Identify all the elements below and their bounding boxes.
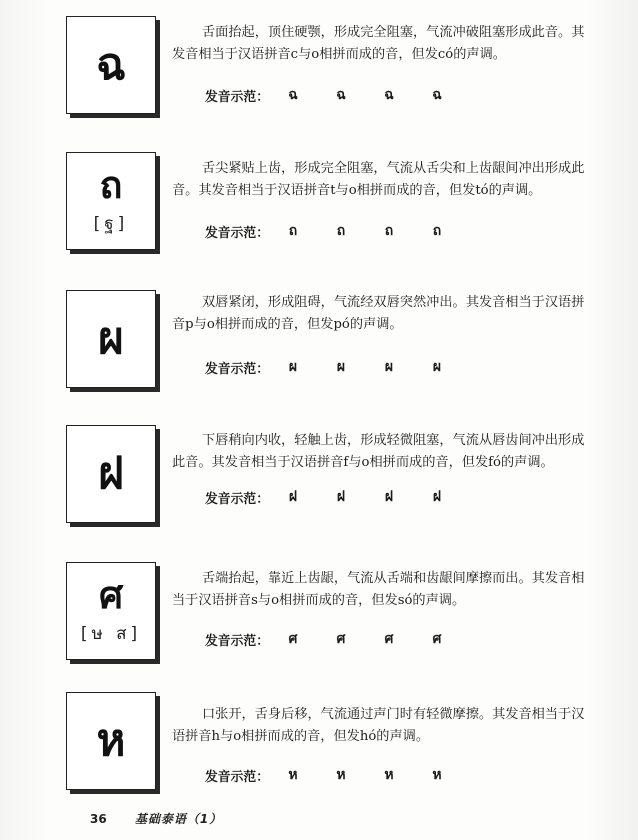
demo-example: ผ: [336, 359, 346, 375]
letter-card: [66, 290, 156, 388]
demo-example: ห: [336, 767, 346, 783]
page-number: 36: [90, 812, 107, 826]
demo-example: ฉ: [336, 87, 346, 103]
demo-label: 发音示范：: [205, 89, 269, 105]
demo-example: ถ: [432, 223, 442, 239]
demo-example: ถ: [384, 223, 394, 239]
demo-example: ฝ: [336, 489, 346, 505]
letter-card: [66, 562, 156, 660]
demo-label: 发音示范：: [205, 769, 269, 785]
pronunciation-demo: [205, 356, 461, 378]
pronunciation-demo: [205, 220, 461, 242]
pronunciation-demo: [205, 84, 461, 106]
demo-example: ฝ: [288, 489, 298, 505]
demo-label: 发音示范：: [205, 633, 269, 649]
pronunciation-description: 舌端抬起，靠近上齿龈，气流从舌端和齿龈间摩擦而出。其发音相当于汉语拼音s与o相拼而成的音，但发só的声调。: [172, 571, 585, 608]
pronunciation-demo: [205, 486, 461, 508]
demo-example: ศ: [384, 631, 394, 647]
demo-example: ฉ: [288, 87, 298, 103]
letter-card: [66, 692, 156, 790]
demo-example: ห: [288, 767, 298, 783]
demo-example: ฝ: [432, 489, 442, 505]
demo-example: ฉ: [432, 87, 442, 103]
letter-card: [66, 16, 156, 114]
page-footer: [90, 810, 222, 827]
pronunciation-demo: [205, 628, 461, 650]
pronunciation-description: 口张开，舌身后移，气流通过声门时有轻微摩擦。其发音相当于汉语拼音h与o相拼而成的音，但发hó的声调。: [172, 707, 585, 744]
thai-letter: ฉ: [96, 39, 126, 90]
thai-letter: ศ: [98, 572, 124, 617]
thai-letter: ถ: [99, 162, 123, 207]
thai-letter: ห: [96, 715, 126, 766]
letter-card: [66, 425, 156, 523]
pronunciation-description: 双唇紧闭，形成阻碍，气流经双唇突然冲出。其发音相当于汉语拼音p与o相拼而成的音，但发pó的声调。: [172, 295, 585, 332]
pronunciation-demo: [205, 764, 461, 786]
demo-example: ศ: [336, 631, 346, 647]
letter-card: [66, 152, 156, 250]
demo-label: 发音示范：: [205, 491, 269, 507]
variant-letters: [ฐ]: [93, 213, 129, 234]
demo-example: ถ: [336, 223, 346, 239]
thai-letter: ผ: [98, 313, 124, 364]
demo-example: ห: [384, 767, 394, 783]
demo-label: 发音示范：: [205, 361, 269, 377]
demo-label: 发音示范：: [205, 225, 269, 241]
book-title: 基础泰语（1）: [134, 812, 223, 826]
demo-example: ศ: [288, 631, 298, 647]
demo-example: ถ: [288, 223, 298, 239]
pronunciation-description: 舌面抬起，顶住硬颚，形成完全阻塞，气流冲破阻塞形成此音。其发音相当于汉语拼音c与o相拼而成的音，但发có的声调。: [172, 25, 585, 62]
pronunciation-description: 下唇稍向内收，轻触上齿，形成轻微阻塞，气流从唇齿间冲出形成此音。其发音相当于汉语拼音f与o相拼而成的音，但发fó的声调。: [172, 433, 585, 470]
pronunciation-description: 舌尖紧贴上齿，形成完全阻塞，气流从舌尖和上齿龈间冲出形成此音。其发音相当于汉语拼音t与o相拼而成的音，但发tó的声调。: [172, 161, 585, 198]
demo-example: ห: [432, 767, 442, 783]
demo-example: ศ: [432, 631, 442, 647]
thai-letter: ฝ: [98, 448, 124, 499]
demo-example: ฝ: [384, 489, 394, 505]
demo-example: ฉ: [384, 87, 394, 103]
demo-example: ผ: [288, 359, 298, 375]
demo-example: ผ: [384, 359, 394, 375]
variant-letters: [ษ ส]: [80, 623, 142, 644]
demo-example: ผ: [432, 359, 442, 375]
